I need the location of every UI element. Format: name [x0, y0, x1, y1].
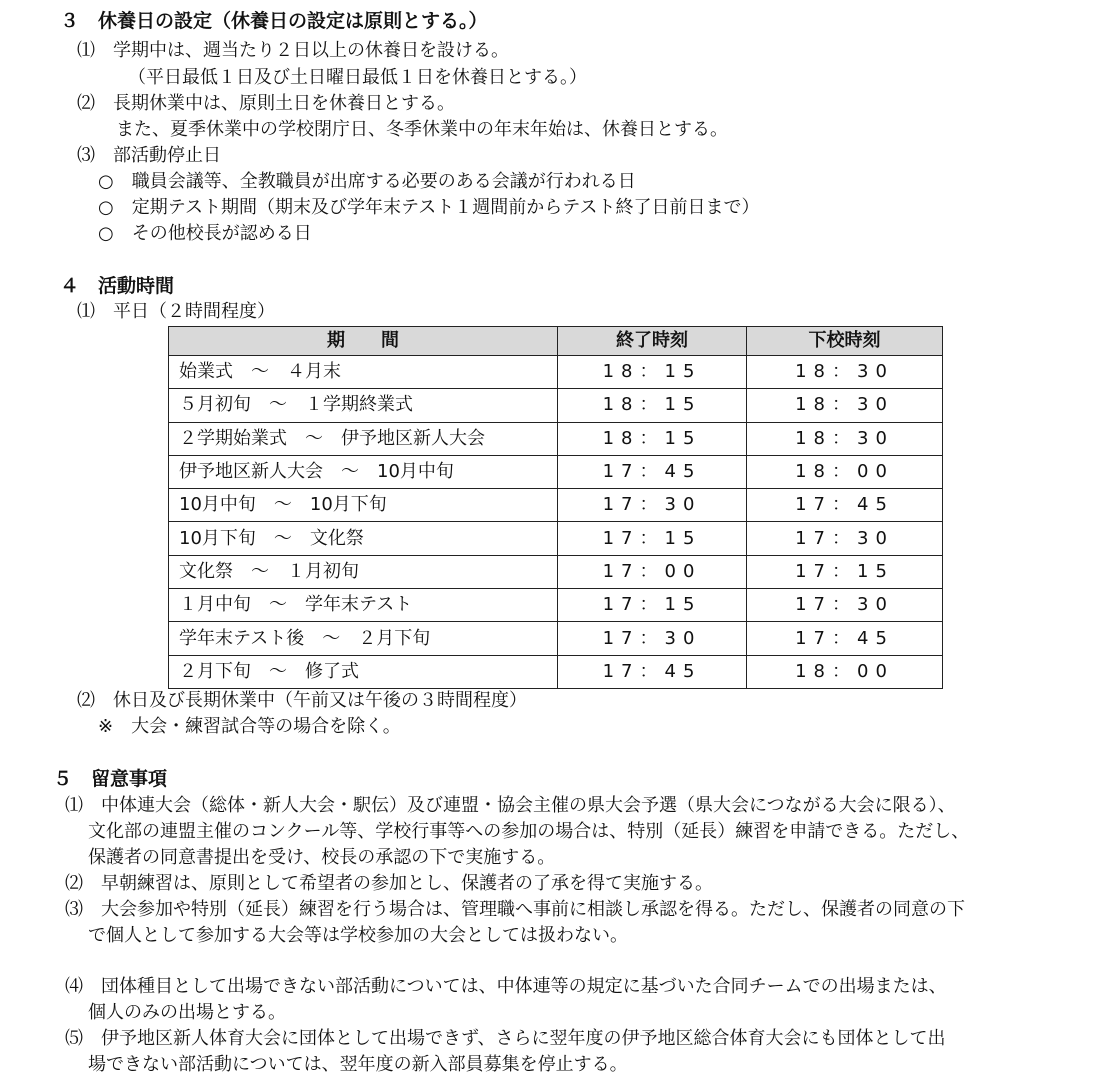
end-time-cell: 17：15 [558, 589, 747, 622]
period-cell: 10月下旬 ～ 文化祭 [169, 522, 558, 555]
section3-item1-note: （平日最低１日及び土日曜日最低１日を休養日とする。） [128, 67, 587, 88]
table-row [169, 356, 943, 389]
period-cell: 始業式 ～ ４月末 [169, 356, 558, 389]
leave-time-cell: 18：30 [747, 356, 943, 389]
section3-item2-continued: また、夏季休業中の学校閉庁日、冬季休業中の年末年始は、休養日とする。 [116, 119, 728, 140]
section5-item1-line2: 文化部の連盟主催のコンクール等、学校行事等への参加の場合は、特別（延長）練習を申請できる。ただし、 [88, 821, 970, 842]
leave-time-cell: 17：15 [747, 555, 943, 588]
period-cell: ２学期始業式 ～ 伊予地区新人大会 [169, 422, 558, 455]
period-cell: 伊予地区新人大会 ～ 10月中旬 [169, 455, 558, 488]
section3-item2: ⑵ 長期休業中は、原則土日を休養日とする。 [77, 93, 455, 114]
table-row [169, 555, 943, 588]
header-end-time: 終了時刻 [558, 327, 747, 356]
section4-item2-note: ※ 大会・練習試合等の場合を除く。 [98, 716, 401, 737]
period-cell: 10月中旬 ～ 10月下旬 [169, 489, 558, 522]
section3-bullet: ○ 職員会議等、全教職員が出席する必要のある会議が行われる日 [98, 171, 636, 192]
leave-time-cell: 18：00 [747, 455, 943, 488]
table-row [169, 389, 943, 422]
end-time-cell: 17：30 [558, 622, 747, 655]
period-cell: １月中旬 ～ 学年末テスト [169, 589, 558, 622]
end-time-cell: 17：30 [558, 489, 747, 522]
leave-time-cell: 17：45 [747, 489, 943, 522]
table-row [169, 655, 943, 688]
section5-item1-line3: 保護者の同意書提出を受け、校長の承認の下で実施する。 [88, 847, 556, 868]
section5-item3-line1: ⑶ 大会参加や特別（延長）練習を行う場合は、管理職へ事前に相談し承認を得る。ただし、保護者の同意の下 [65, 899, 965, 920]
section5-item3-line2: で個人として参加する大会等は学校参加の大会としては扱わない。 [88, 925, 628, 946]
activity-time-table [168, 326, 943, 689]
period-cell: 文化祭 ～ １月初旬 [169, 555, 558, 588]
section5-item4-line2: 個人のみの出場とする。 [88, 1002, 286, 1023]
table-row [169, 422, 943, 455]
header-leave-time: 下校時刻 [747, 327, 943, 356]
leave-time-cell: 17：30 [747, 522, 943, 555]
table-row [169, 455, 943, 488]
section5-item4-line1: ⑷ 団体種目として出場できない部活動については、中体連等の規定に基づいた合同チームでの出場または、 [65, 976, 947, 997]
section3-heading: ３ 休養日の設定（休養日の設定は原則とする。） [60, 10, 488, 32]
section4-item1: ⑴ 平日（２時間程度） [77, 301, 275, 322]
end-time-cell: 17：45 [558, 655, 747, 688]
table-row [169, 489, 943, 522]
table-row [169, 622, 943, 655]
section5-item5-line1: ⑸ 伊予地区新人体育大会に団体として出場できず、さらに翌年度の伊予地区総合体育大会にも団体として出 [65, 1028, 946, 1049]
leave-time-cell: 18：30 [747, 422, 943, 455]
leave-time-cell: 18：00 [747, 655, 943, 688]
leave-time-cell: 18：30 [747, 389, 943, 422]
leave-time-cell: 17：30 [747, 589, 943, 622]
section5-item1-line1: ⑴ 中体連大会（総体・新人大会・駅伝）及び連盟・協会主催の県大会予選（県大会につながる大会に限る）、 [65, 795, 956, 816]
section3-bullet: ○ その他校長が認める日 [98, 223, 312, 244]
section3-item1: ⑴ 学期中は、週当たり２日以上の休養日を設ける。 [77, 40, 509, 61]
period-cell: ５月初旬 ～ １学期終業式 [169, 389, 558, 422]
section3-item3: ⑶ 部活動停止日 [77, 145, 221, 166]
end-time-cell: 17：45 [558, 455, 747, 488]
section3-bullet: ○ 定期テスト期間（期末及び学年末テスト１週間前からテスト終了日前日まで） [98, 197, 760, 218]
table-row [169, 522, 943, 555]
end-time-cell: 18：15 [558, 389, 747, 422]
section4-item2: ⑵ 休日及び長期休業中（午前又は午後の３時間程度） [77, 690, 527, 711]
period-cell: 学年末テスト後 ～ ２月下旬 [169, 622, 558, 655]
end-time-cell: 17：00 [558, 555, 747, 588]
end-time-cell: 17：15 [558, 522, 747, 555]
period-cell: ２月下旬 ～ 修了式 [169, 655, 558, 688]
section5-item5-line2: 場できない部活動については、翌年度の新入部員募集を停止する。 [88, 1054, 628, 1075]
table-header-row [169, 327, 943, 356]
header-period: 期 間 [169, 327, 558, 356]
section4-heading: ４ 活動時間 [60, 275, 175, 297]
table-row [169, 589, 943, 622]
end-time-cell: 18：15 [558, 422, 747, 455]
end-time-cell: 18：15 [558, 356, 747, 389]
leave-time-cell: 17：45 [747, 622, 943, 655]
section5-item2: ⑵ 早朝練習は、原則として希望者の参加とし、保護者の了承を得て実施する。 [65, 873, 713, 894]
section5-heading: ５ 留意事項 [53, 768, 168, 790]
